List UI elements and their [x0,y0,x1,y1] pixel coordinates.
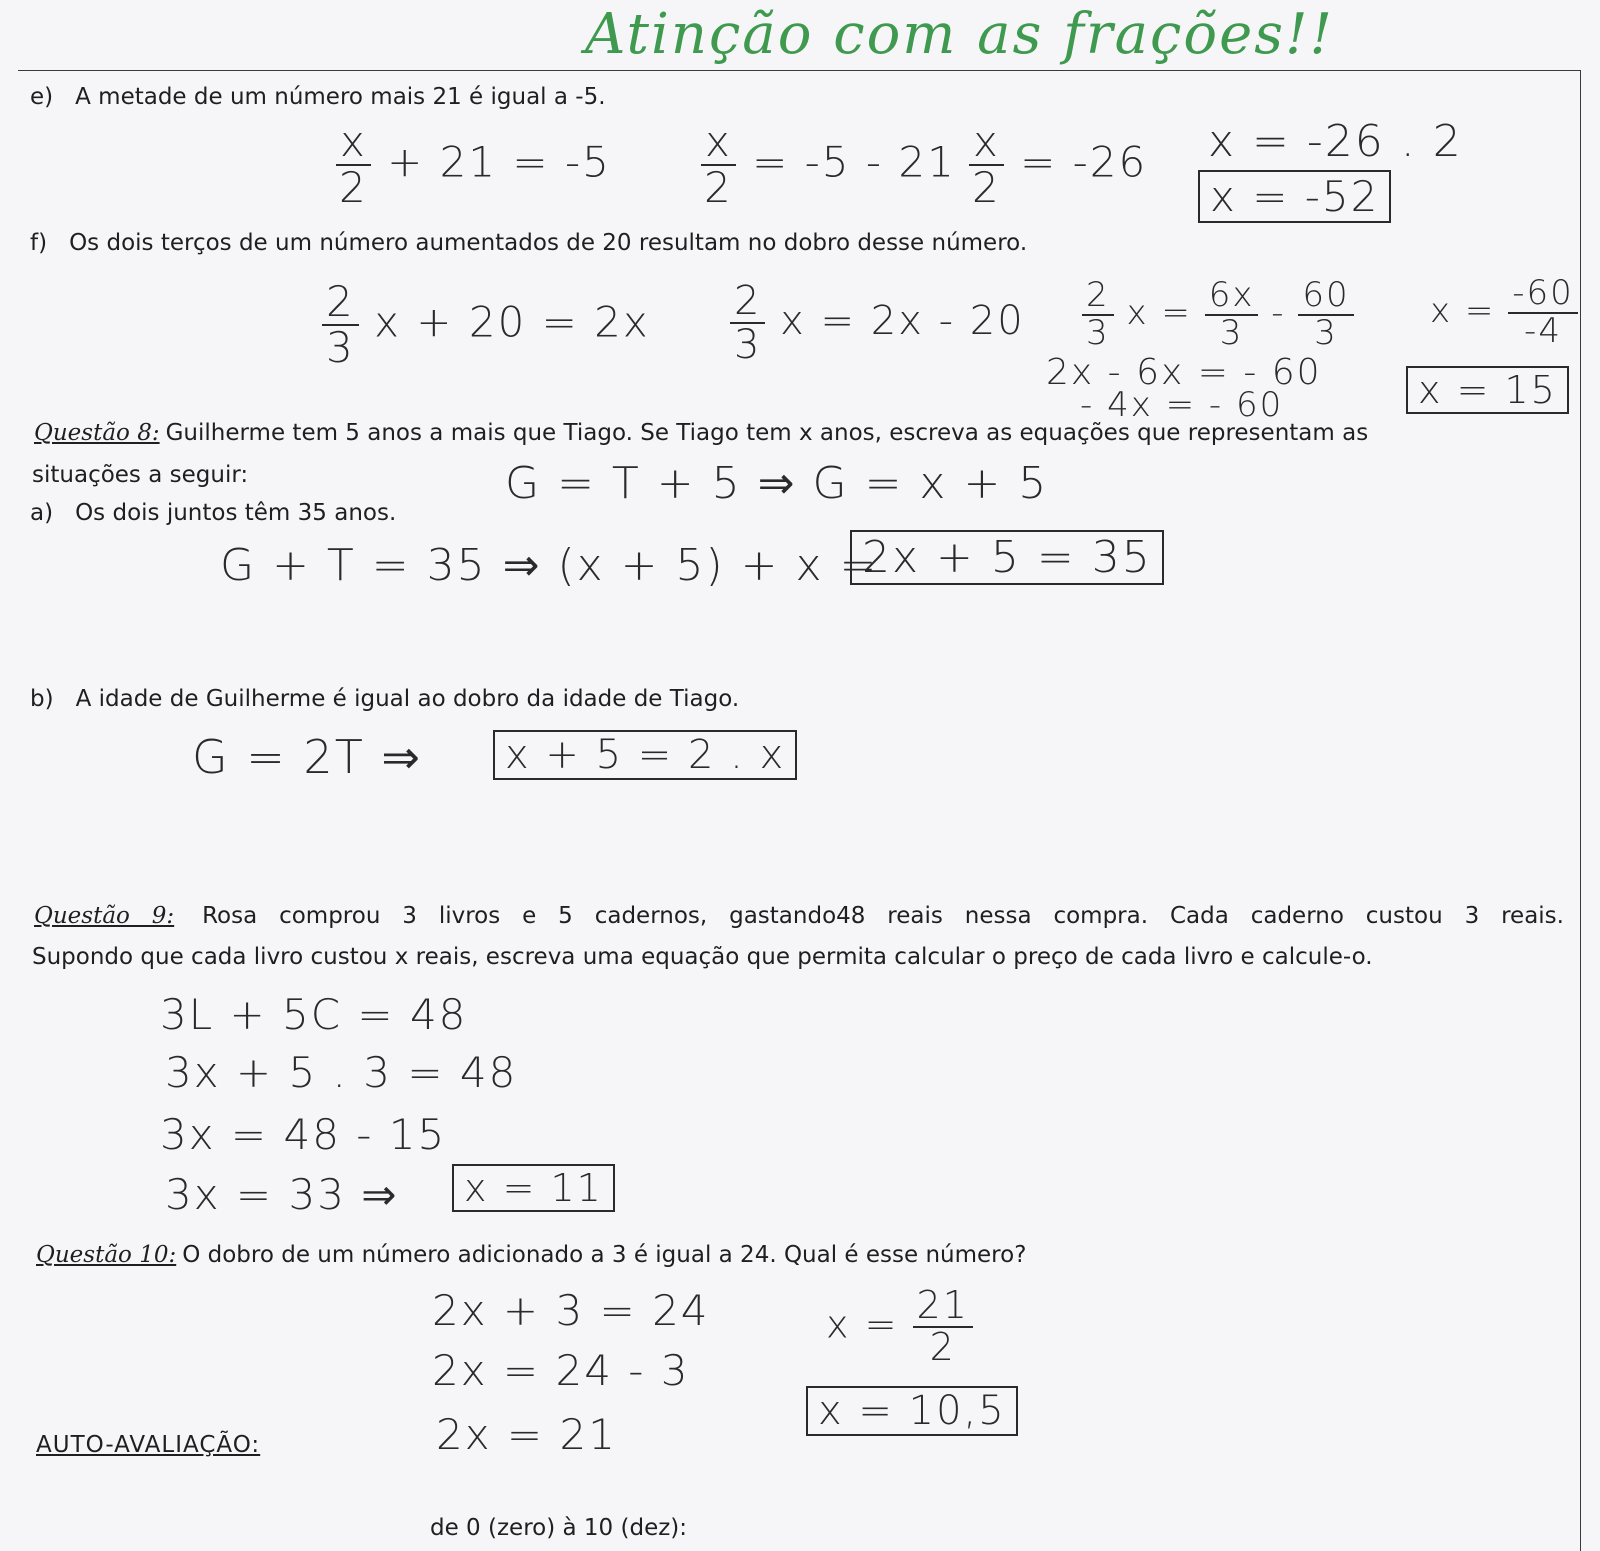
item-e-statement: A metade de um número mais 21 é igual a -5. [75,84,606,110]
q9-line-1: 3L + 5C = 48 [160,990,468,1039]
q8-statement-2: situações a seguir: [32,462,249,488]
item-e-step-2: $\frac{x}{2}$ = -5 - 21 [700,120,956,210]
item-e-step-4: x = -26 . 2 [1208,116,1463,167]
item-e [30,84,606,110]
q8-item-a-answer: 2x + 5 = 35 [850,530,1164,585]
item-e-step-3: $\frac{x}{2}$ = -26 [968,120,1147,210]
self-assessment-scale: de 0 (zero) à 10 (dez): [430,1515,688,1541]
item-e-label: e) [30,84,54,110]
q9-line-4: 3x = 33 ⇒ [165,1170,399,1219]
q9-line-2: 3x + 5 . 3 = 48 [165,1048,518,1097]
q8-item-a-statement: Os dois juntos têm 35 anos. [75,500,397,526]
q8-item-b-label: b) [30,686,54,712]
q10-title: Questão 10: [36,1242,177,1268]
q10-answer: x = 10,5 [806,1386,1018,1436]
q9-title: Questão 9: [34,903,175,929]
q8-title: Questão 8: [34,420,160,446]
q8-item-a-work: G + T = 35 ⇒ (x + 5) + x = [220,540,879,591]
item-f-step-1: $\frac{2}{3}$ x + 20 = 2x [322,280,650,370]
q9-answer: x = 11 [452,1164,615,1212]
q8-given: G = T + 5 ⇒ G = x + 5 [505,458,1049,509]
q8-statement: Questão 8: Guilherme tem 5 anos a mais que Tiago. Se Tiago tem x anos, escreva as equações que representam as [34,420,1369,446]
q10-statement: Questão 10: O dobro de um número adicionado a 3 é igual a 24. Qual é esse número? [36,1242,1027,1268]
item-f-answer: x = 15 [1406,366,1569,414]
item-f-step-6: - 4x = - 60 [1080,385,1284,425]
item-e-answer: x = -52 [1198,170,1391,223]
item-f-step-4: x = $\frac{-60}{-4}$ [1430,276,1578,349]
item-f-step-5: 2x - 6x = - 60 [1046,352,1322,393]
q9-statement: Questão 9: Rosa comprou 3 livros e 5 cadernos, gastando48 reais nessa compra. Cada caderno custou 3 reais. [34,903,1564,929]
item-f [30,230,1027,256]
item-f-step-2: $\frac{2}{3}$ x = 2x - 20 [730,280,1025,366]
teacher-annotation: Atinção com as frações!! [585,2,1334,67]
q8-item-b-work: G = 2T ⇒ [192,730,422,784]
q10-fraction: x = $\frac{21}{2}$ [826,1286,973,1368]
item-f-statement: Os dois terços de um número aumentados de 20 resultam no dobro desse número. [69,230,1028,256]
q10-line-2: 2x = 24 - 3 [432,1346,690,1395]
item-e-step-1: $\frac{x}{2}$ + 21 = -5 [335,120,611,210]
q9-statement-2: Supondo que cada livro custou x reais, escreva uma equação que permita calcular o preço de cada livro e calcule-o. [32,944,1373,970]
q8-item-a-label: a) [30,500,54,526]
q10-line-1: 2x + 3 = 24 [432,1286,710,1335]
q8-item-b [30,686,739,712]
q9-line-3: 3x = 48 - 15 [160,1110,447,1159]
q10-line-3: 2x = 21 [436,1410,617,1459]
item-f-step-3: $\frac{2}{3}$ x = $\frac{6x}{3}$ - $\frac{60}{3}$ [1082,278,1354,351]
item-f-label: f) [30,230,48,256]
q8-item-a [30,500,396,526]
q8-item-b-statement: A idade de Guilherme é igual ao dobro da idade de Tiago. [75,686,740,712]
q8-item-b-answer: x + 5 = 2 . x [493,730,797,780]
self-assessment-title: AUTO-AVALIAÇÃO: [36,1432,261,1458]
